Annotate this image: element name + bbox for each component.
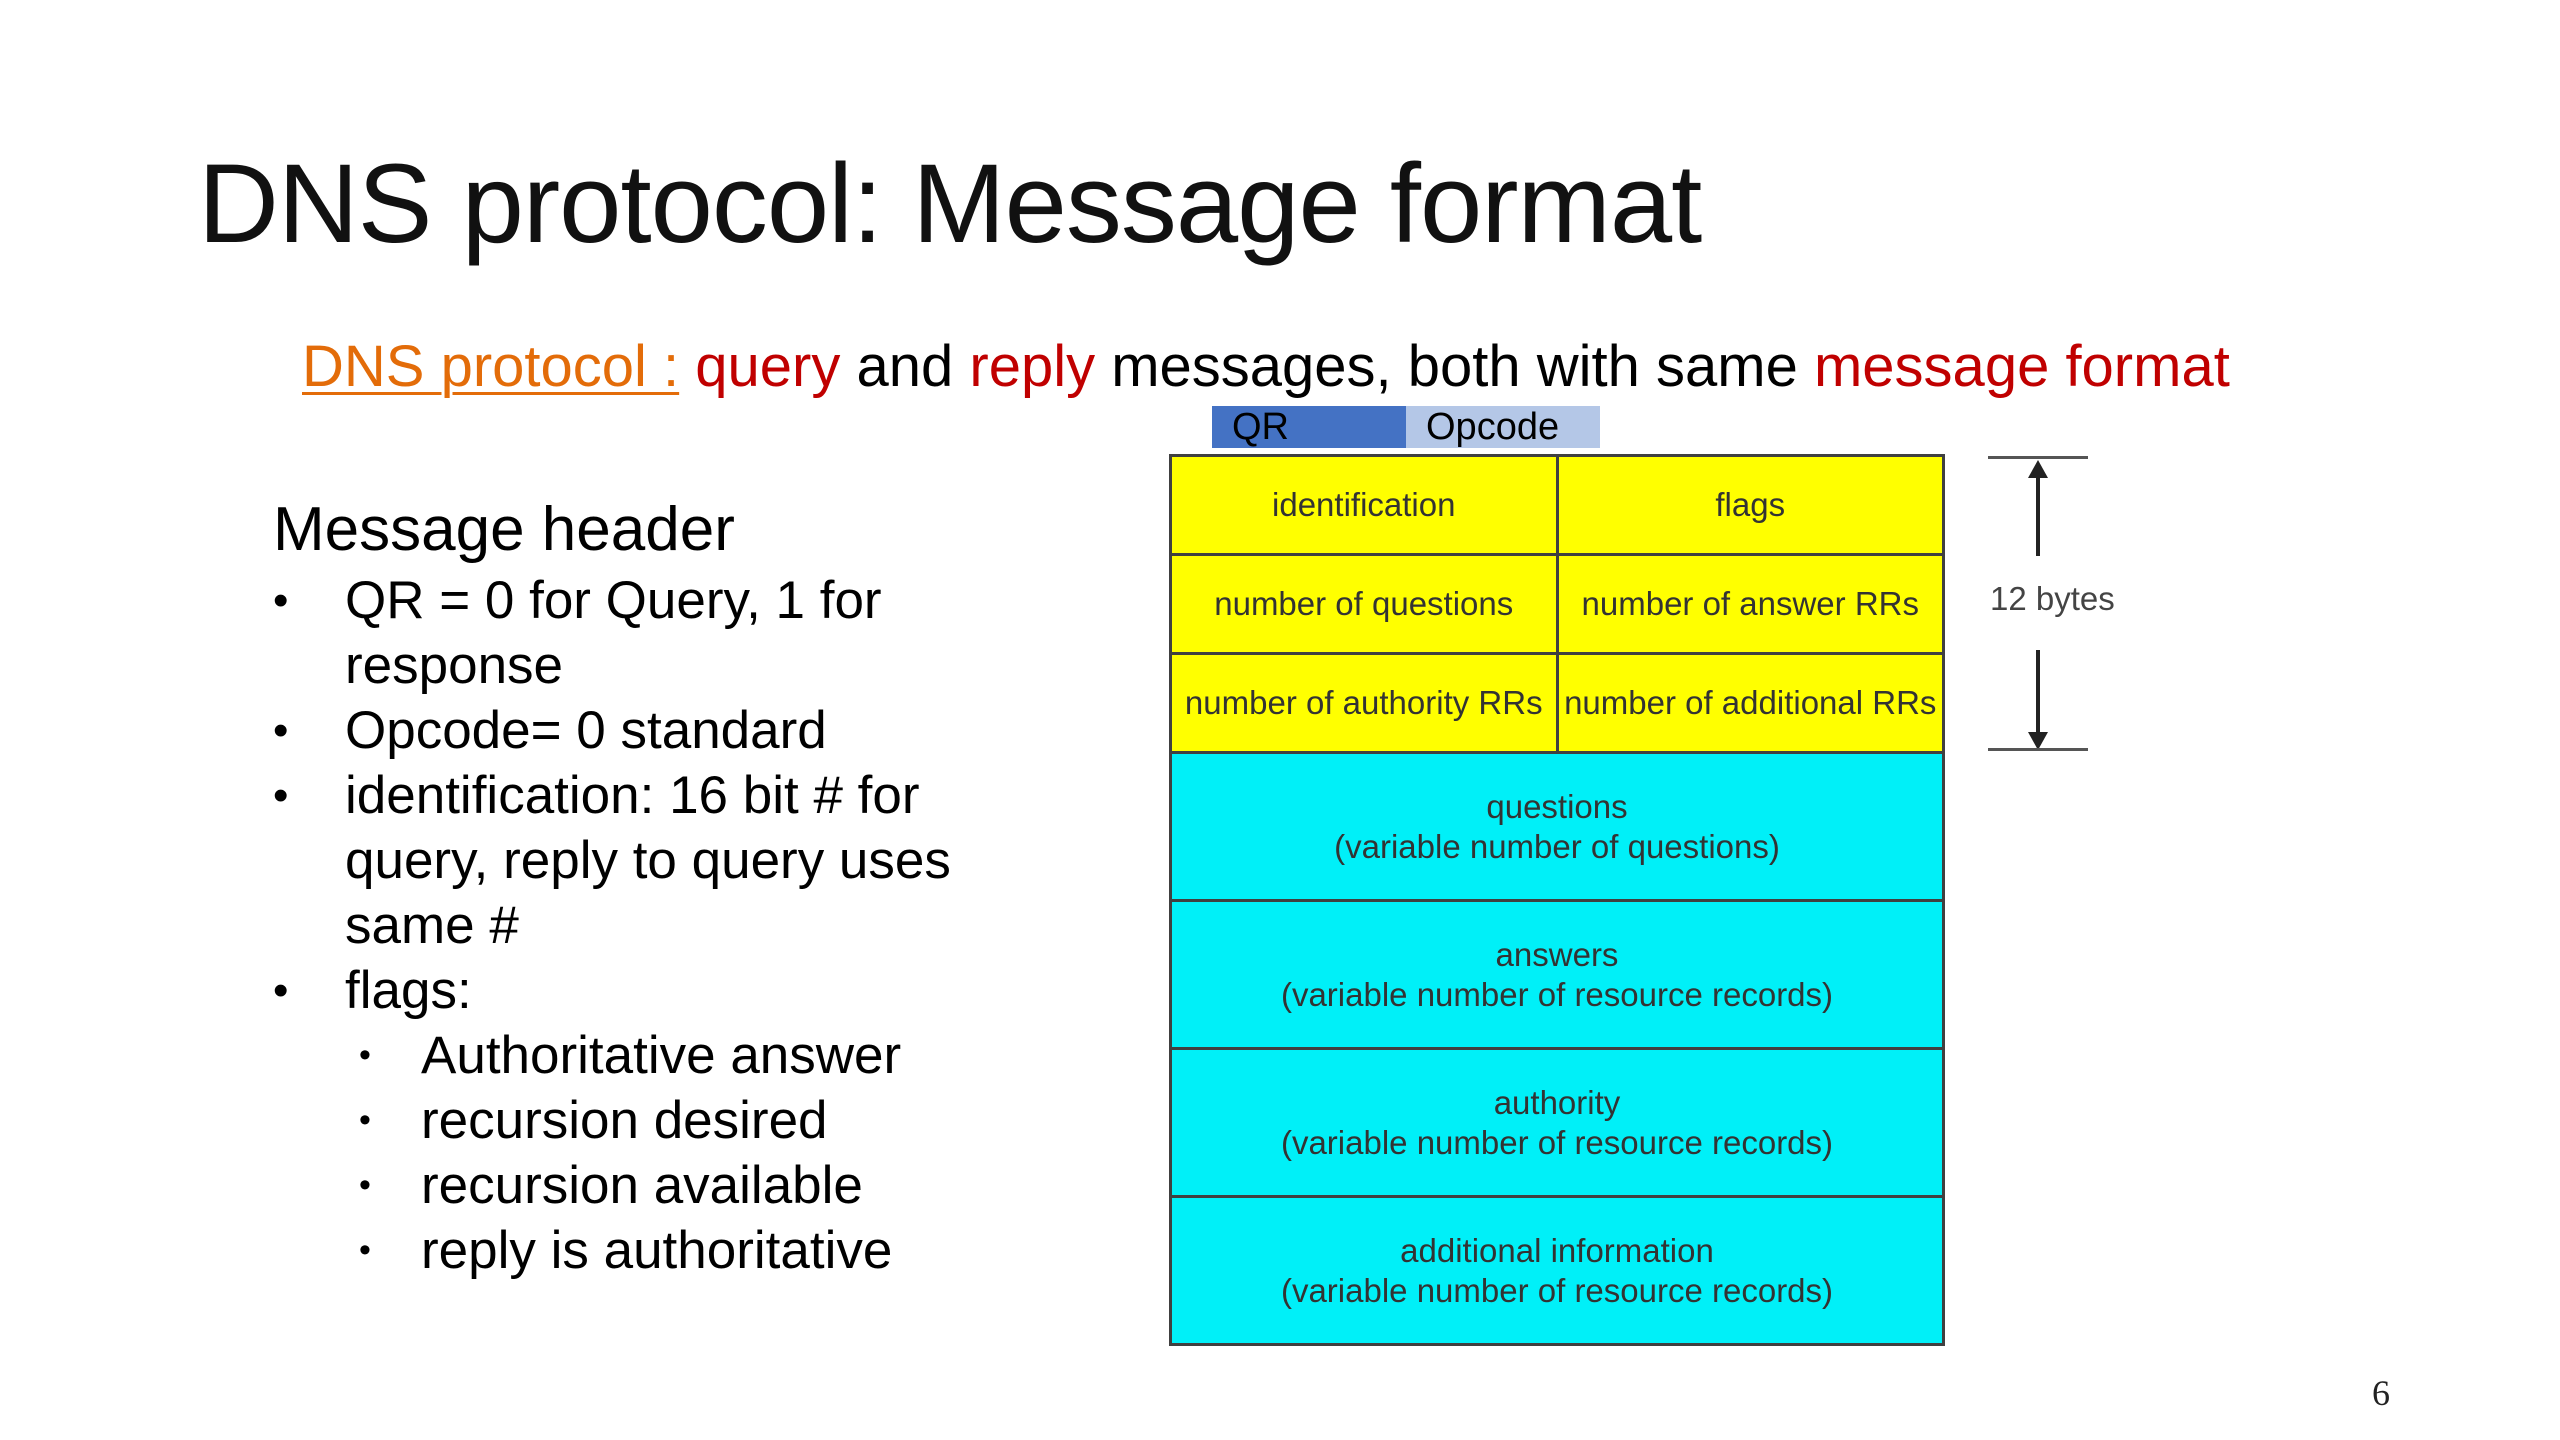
cell-flags: flags <box>1556 457 1943 553</box>
bullet-text: Opcode= 0 standard <box>345 701 827 760</box>
twelve-bytes-label: 12 bytes <box>1990 580 2115 617</box>
bullet-flags <box>273 958 1033 1023</box>
section-name: additional information <box>1400 1231 1714 1269</box>
bracket-lower-stem <box>2036 650 2040 734</box>
bullet-qr <box>273 568 1033 698</box>
section-answers <box>1172 902 1942 1050</box>
bullet-icon: • <box>273 771 289 820</box>
bullet-opcode <box>273 698 1033 763</box>
bullet-text: identification: 16 bit # for query, reply to query uses same # <box>345 766 951 955</box>
message-header-notes <box>273 492 1033 1283</box>
section-authority <box>1172 1050 1942 1198</box>
page-number: 6 <box>2372 1373 2390 1413</box>
section-detail: (variable number of resource records) <box>1280 1271 1834 1309</box>
sub-bullet-icon: • <box>359 1166 371 1204</box>
qr-field-label: QR <box>1212 406 1406 448</box>
message-header-heading: Message header <box>273 495 735 564</box>
section-name: answers <box>1495 935 1619 973</box>
sub-bullet-text: recursion desired <box>421 1091 828 1150</box>
section-name: questions <box>1486 787 1628 825</box>
header-row-identification <box>1172 457 1942 556</box>
cell-number-of-authority-rrs: number of authority RRs <box>1184 684 1543 721</box>
section-questions <box>1172 754 1942 902</box>
opcode-field-label: Opcode <box>1406 406 1600 448</box>
sub-bullet-text: reply is authoritative <box>421 1221 893 1280</box>
slide-title: DNS protocol: Message format <box>198 141 1702 266</box>
bullet-text: QR = 0 for Query, 1 for response <box>345 571 882 695</box>
sub-bullet-text: recursion available <box>421 1156 863 1215</box>
section-detail: (variable number of resource records) <box>1280 1123 1834 1161</box>
bracket-upper-stem <box>2036 476 2040 556</box>
subtitle-reply: reply <box>969 334 1096 399</box>
dns-message-diagram <box>1169 454 1945 1346</box>
section-detail: (variable number of resource records) <box>1280 975 1834 1013</box>
sub-bullet-reply-authoritative <box>359 1218 1033 1283</box>
bullet-icon: • <box>273 706 289 755</box>
bullet-text: flags: <box>345 961 472 1020</box>
bullet-identification <box>273 763 1033 958</box>
sub-bullet-recursion-desired <box>359 1088 1033 1153</box>
subtitle-query: query <box>695 334 841 399</box>
dns-protocol-link[interactable]: DNS protocol : <box>302 334 680 399</box>
cell-number-of-additional-rrs: number of additional RRs <box>1556 655 1943 751</box>
sub-bullet-icon: • <box>359 1231 371 1269</box>
sub-bullet-text: Authoritative answer <box>421 1026 902 1085</box>
bullet-icon: • <box>273 576 289 625</box>
bullet-icon: • <box>273 966 289 1015</box>
subtitle-message-format: message format <box>1813 334 2230 399</box>
sub-bullet-icon: • <box>359 1036 371 1074</box>
sub-bullet-recursion-available <box>359 1153 1033 1218</box>
section-additional-information <box>1172 1198 1942 1343</box>
cell-identification: identification <box>1272 486 1456 523</box>
header-bullet-list <box>273 568 1033 1023</box>
bracket-bottom-line <box>1988 748 2088 751</box>
subtitle-middle: messages, both with same <box>1095 334 1814 399</box>
header-row-counts-1 <box>1172 556 1942 655</box>
section-detail: (variable number of questions) <box>1334 827 1780 865</box>
header-row-counts-2 <box>1172 655 1942 754</box>
subtitle-line <box>302 334 2230 399</box>
section-name: authority <box>1493 1083 1621 1121</box>
flags-sub-list <box>273 1023 1033 1283</box>
sub-bullet-authoritative-answer <box>359 1023 1033 1088</box>
sub-bullet-icon: • <box>359 1101 371 1139</box>
bracket-top-line <box>1988 456 2088 459</box>
cell-number-of-answer-rrs: number of answer RRs <box>1556 556 1943 652</box>
cell-number-of-questions: number of questions <box>1214 585 1514 622</box>
subtitle-and: and <box>840 334 970 399</box>
